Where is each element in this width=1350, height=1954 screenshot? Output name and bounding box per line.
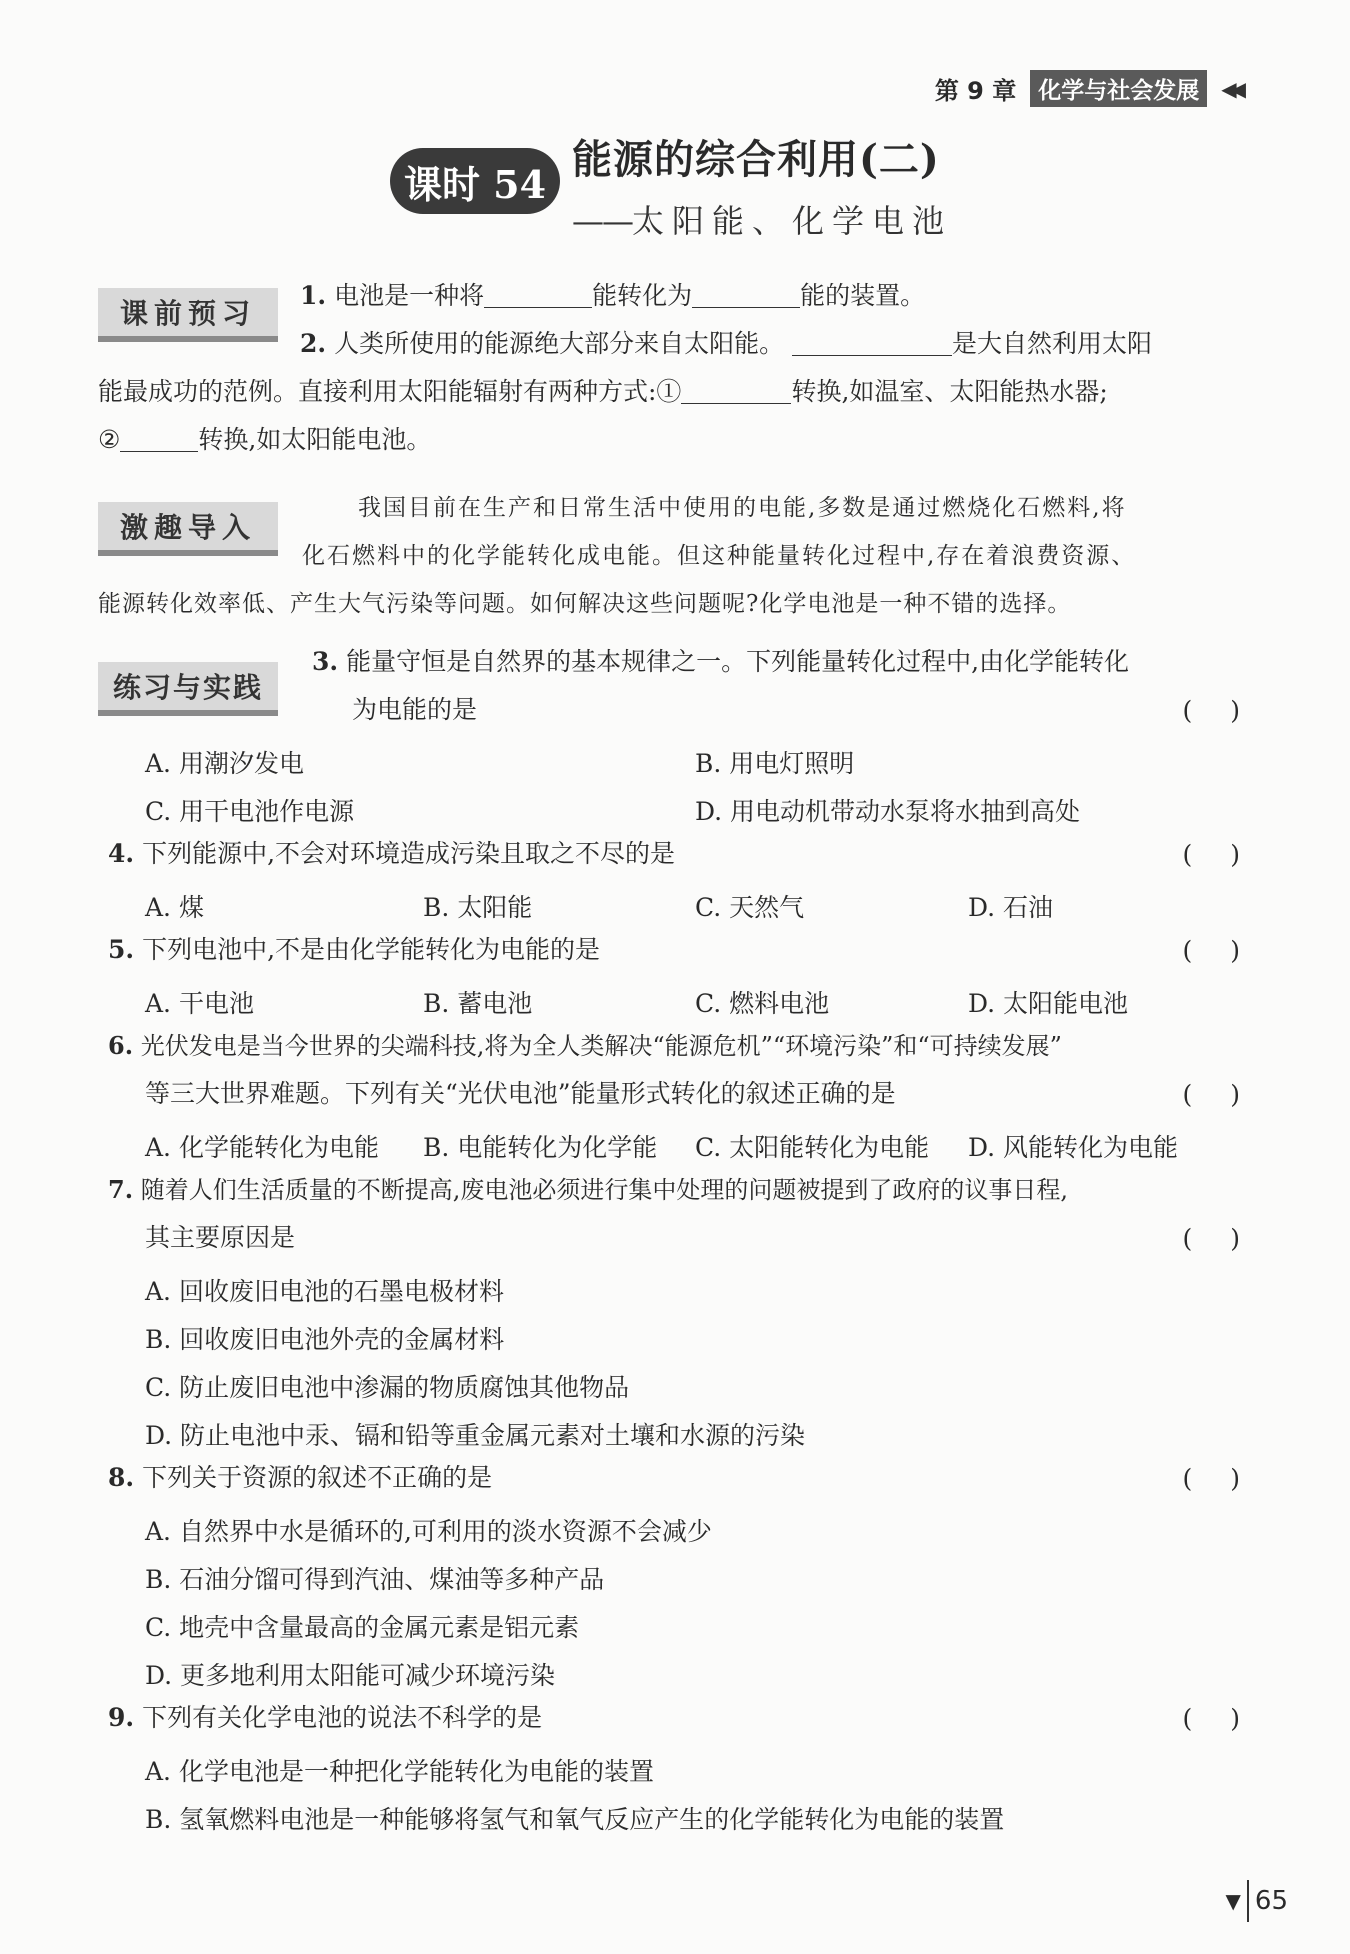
question-number: 5.: [108, 935, 135, 964]
question-9: [108, 1694, 542, 1742]
question-7-line1: [108, 1166, 1068, 1214]
option-b: B. 太阳能: [423, 893, 533, 922]
question-3-line2: 为电能的是: [352, 695, 478, 724]
option-d: D. 用电动机带动水泵将水抽到高处: [695, 797, 1081, 826]
option-d: D. 风能转化为电能: [968, 1133, 1179, 1162]
option-b: B. 氢氧燃料电池是一种能够将氢气和氧气反应产生的化学能转化为电能的装置: [145, 1805, 1005, 1834]
option-c: C. 燃料电池: [695, 989, 830, 1018]
intro-line2: 化石燃料中的化学能转化成电能。但这种能量转化过程中,存在着浪费资源、: [302, 543, 1137, 569]
answer-parentheses[interactable]: ( ): [1182, 1704, 1240, 1733]
question-3-line1: [312, 638, 1129, 686]
answer-parentheses[interactable]: ( ): [1182, 1464, 1240, 1493]
answer-parentheses[interactable]: ( ): [1182, 696, 1240, 725]
option-b: B. 电能转化为化学能: [423, 1133, 658, 1162]
preview-q2-line3: [98, 416, 431, 464]
answer-parentheses[interactable]: ( ): [1182, 840, 1240, 869]
option-a: A. 煤: [145, 893, 204, 922]
subtitle-dash: ——: [572, 202, 632, 240]
section-label-preview: 课前预习: [98, 288, 278, 342]
page-number: 65: [1254, 1886, 1288, 1916]
preview-q2-line1: [300, 320, 1152, 368]
answer-parentheses[interactable]: ( ): [1182, 1080, 1240, 1109]
double-arrow-left-icon: ◀◀: [1221, 76, 1240, 101]
question-number: 3.: [312, 647, 339, 676]
option-c: C. 太阳能转化为电能: [695, 1133, 930, 1162]
answer-blank[interactable]: [681, 373, 791, 404]
chapter-section-title: 化学与社会发展: [1030, 70, 1207, 107]
question-6-line2: 等三大世界难题。下列有关“光伏电池”能量形式转化的叙述正确的是: [145, 1079, 896, 1108]
answer-parentheses[interactable]: ( ): [1182, 936, 1240, 965]
question-number: 6.: [108, 1031, 134, 1060]
question-4: [108, 830, 675, 878]
question-text: 能量守恒是自然界的基本规律之一。下列能量转化过程中,由化学能转化: [346, 647, 1130, 676]
option-c: C. 天然气: [695, 893, 805, 922]
q2-number: 2.: [300, 329, 327, 358]
option-b: B. 回收废旧电池外壳的金属材料: [145, 1325, 505, 1354]
lesson-badge: 课时 54: [390, 148, 560, 214]
subtitle-text: 太阳能、化学电池: [632, 202, 953, 240]
preview-q1: [300, 272, 925, 320]
triangle-down-icon: ▼: [1225, 1889, 1241, 1913]
q2-line3-b: 转换,如太阳能电池。: [198, 425, 432, 454]
q1-text-b: 能转化为: [592, 281, 693, 310]
q2-text-b: 是大自然利用太阳: [952, 329, 1153, 358]
section-label-intro: 激趣导入: [98, 502, 278, 556]
answer-blank[interactable]: [792, 325, 952, 356]
chapter-number: 第 9 章: [934, 77, 1017, 105]
question-number: 9.: [108, 1703, 135, 1732]
option-a: A. 化学能转化为电能: [145, 1133, 379, 1162]
lesson-title: 能源的综合利用(二): [572, 136, 940, 183]
question-number: 7.: [108, 1175, 134, 1204]
q1-text-c: 能的装置。: [800, 281, 926, 310]
footer-divider: [1247, 1880, 1249, 1922]
question-text: 光伏发电是当今世界的尖端科技,将为全人类解决“能源危机”“环境污染”和“可持续发展”: [140, 1032, 1062, 1060]
option-a: A. 用潮汐发电: [145, 749, 304, 778]
option-a: A. 化学电池是一种把化学能转化为电能的装置: [145, 1757, 654, 1786]
q1-text-a: 电池是一种将: [334, 281, 485, 310]
q1-number: 1.: [300, 281, 327, 310]
question-text: 下列电池中,不是由化学能转化为电能的是: [142, 935, 601, 964]
option-c: C. 地壳中含量最高的金属元素是铝元素: [145, 1613, 580, 1642]
question-text: 下列有关化学电池的说法不科学的是: [142, 1703, 543, 1732]
chapter-header: [935, 70, 1240, 107]
question-text: 下列关于资源的叙述不正确的是: [142, 1463, 493, 1492]
lesson-subtitle: [572, 196, 952, 242]
question-5: [108, 926, 600, 974]
option-b: B. 石油分馏可得到汽油、煤油等多种产品: [145, 1565, 605, 1594]
answer-blank[interactable]: [120, 421, 198, 452]
option-d: D. 更多地利用太阳能可减少环境污染: [145, 1661, 556, 1690]
option-d: D. 石油: [968, 893, 1054, 922]
option-a: A. 干电池: [145, 989, 254, 1018]
answer-blank[interactable]: [484, 277, 592, 308]
option-c: C. 用干电池作电源: [145, 797, 355, 826]
intro-line3: 能源转化效率低、产生大气污染等问题。如何解决这些问题呢?化学电池是一种不错的选择。: [98, 591, 1072, 617]
q2-line2-b: 转换,如温室、太阳能热水器;: [791, 377, 1108, 406]
q2-line2-a: 能最成功的范例。直接利用太阳能辐射有两种方式:①: [98, 377, 682, 406]
answer-blank[interactable]: [692, 277, 800, 308]
intro-line1: 我国目前在生产和日常生活中使用的电能,多数是通过燃烧化石燃料,将: [358, 495, 1127, 521]
option-d: D. 防止电池中汞、镉和铅等重金属元素对土壤和水源的污染: [145, 1421, 806, 1450]
option-a: A. 回收废旧电池的石墨电极材料: [145, 1277, 504, 1306]
question-number: 8.: [108, 1463, 135, 1492]
answer-parentheses[interactable]: ( ): [1182, 1224, 1240, 1253]
question-text: 随着人们生活质量的不断提高,废电池必须进行集中处理的问题被提到了政府的议事日程,: [140, 1176, 1068, 1204]
question-number: 4.: [108, 839, 135, 868]
section-label-practice: 练习与实践: [98, 662, 278, 716]
option-a: A. 自然界中水是循环的,可利用的淡水资源不会减少: [145, 1517, 712, 1546]
question-7-line2: 其主要原因是: [145, 1223, 296, 1252]
q2-text-a: 人类所使用的能源绝大部分来自太阳能。: [334, 329, 785, 358]
q2-line3-a: ②: [98, 425, 121, 454]
preview-q2-line2: [98, 368, 1108, 416]
option-b: B. 蓄电池: [423, 989, 533, 1018]
question-6-line1: [108, 1022, 1062, 1070]
option-d: D. 太阳能电池: [968, 989, 1129, 1018]
option-c: C. 防止废旧电池中渗漏的物质腐蚀其他物品: [145, 1373, 630, 1402]
page-footer: [1226, 1880, 1288, 1922]
question-text: 下列能源中,不会对环境造成污染且取之不尽的是: [142, 839, 676, 868]
option-b: B. 用电灯照明: [695, 749, 855, 778]
question-8: [108, 1454, 492, 1502]
